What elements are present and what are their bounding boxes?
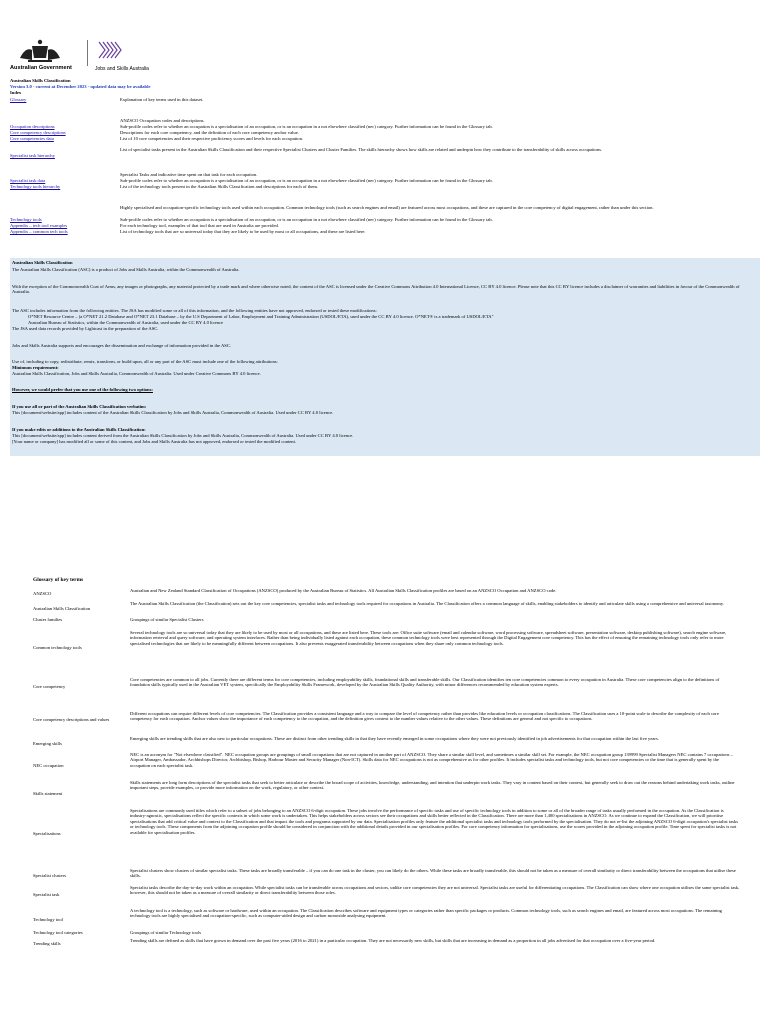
index-link-technology-tools-hierarchy[interactable]: Technology tools hierarchy [10,184,61,189]
glossary-term: Trending skills [33,941,61,946]
logo-divider [87,40,88,66]
glossary-def: Core competencies are common to all jobs. Currently there are different terms for core competencies, including employability skills, foundational skills and transferable skills. Our Classification identifies ten core competencies common to every occupation in Australia. These core competencies align to the definitions of foundation skills typically used in the Australian VET system, specifically the Employability Skills Framework, developed by the Australian Skills Quality Authority, with minor differences recommended by education system experts. [130,677,720,688]
index-desc: List of 10 core competencies and their respective proficiency scores and levels for each occupation. [120,136,304,141]
asc-p3b: Australian Bureau of Statistics, within the Commonwealth of Australia, used under the CC BY 4.0 licence [28,320,224,325]
glossary-term: Emerging skills [33,741,62,746]
glossary-def: Groupings of similar Technology tools [130,930,202,935]
glossary-term: Technology tool categories [33,930,83,935]
glossary-def: The Australian Skills Classification (the Classification) sets out the key core competencies, specialist tasks and technology tools required for occupations in Australia. The Classification offers a common language of skills, enabling stakeholders to identify and articulate skills using a comprehensive and universal taxonomy. [130,601,725,606]
index-desc: Highly specialised and occupation-specific technology tools used within each occupation. Common technology tools (such as search engines and email) are featured across most occupations, and these are captured in the core competency of digital engagement, rather than under this section. [120,205,654,210]
asc-opt2-title: If you make edits or additions to the Australian Skills Classification: [12,427,146,432]
coat-of-arms-icon [10,38,70,66]
glossary-term: Specialist clusters [33,873,67,878]
glossary-term: Skills statement [33,791,63,796]
index-desc: Sub-profile codes refer to whether an occupation is a specialisation of an occupation, or is an occupation in a not elsewhere classified (nec) category. Further information can be found in the Glossary tab. [120,178,493,183]
glossary-term: NEC occupation [33,763,64,768]
index-link-specialist-task-hierarchy[interactable]: Specialist task hierarchy [10,153,55,158]
index-link-specialist-task-data[interactable]: Specialist task data [10,178,46,183]
asc-p3: The ASC includes information from the following entities. The JSA has modified some or all of this information, and the following entities have not approved, endorsed or tested these modifications: [12,308,377,313]
index-link-appendix-tech-tool-examples[interactable]: Appendix – tech tool examples [10,223,68,228]
glossary-def: Several technology tools are so universal today that they are likely to be used by most or all occupations, and these are listed here. These tools are: Office suite software (email and calendar software, word processing software, spreadsheet software, presentation software, desktop publishing software), search engine software, information retrieval and query software, and operating system interfaces. Rather than being individually listed against each occupation, these common technology tools were best represented through the Digital Engagement core competency. This has the effect of ensuring the remaining technology tools only refer to more specialised technologies that are likely to be meaningfully different between occupations. It also prevents exaggerated transferability between occupations when they share only common technology tools. [130,630,727,646]
asc-p4: Jobs and Skills Australia supports and encourages the dissemination and exchange of information provided in the ASC. [12,343,232,348]
index-link-technology-tools[interactable]: Technology tools [10,217,42,222]
jsa-name: Jobs and Skills Australia [95,66,149,72]
asc-min-req: Minimum requirement: [12,365,59,370]
glossary-term: Specialisations [33,831,61,836]
index-desc: Sub-profile codes refer to whether an occupation is a specialisation of an occupation, or is an occupation in a not elsewhere classified (nec) category. Further information can be found in the Glossary tab. [120,124,493,129]
glossary-def: Specialisations are commonly used titles which refer to a subset of jobs belonging to an ANZSCO 6-digit occupation. These jobs involve the performance of specific tasks and use of specific technology tools in addition to some or all of the broader range of tasks usually performed in the occupation. As the Classification is industry-agnostic, specialisations reflect the specific contexts in which some work is undertaken. This helps stakeholders across sectors see their occupations and skills better reflected in the Classification. There are more than 1,400 specialisations in ANZSCO. As we continue to expand the Classification, we will prioritise specialisations that add critical value and context to the Classification and that impact the tools and programs supported by our data. Specialisation profiles only feature the additional specialist tasks and technology tools performed by the specialisation. They do not re-list the adjoining ANZSCO 6-digit occupation's specialist tasks or technology tools. These components from the adjoining occupation profile should be considered in conjunction with the additional details provided in our specialisation profiles. For core competency information for specialisations, use the scores provided in the adjoining occupation profile. Time spent for specialist tasks is not available for specialisation profiles. [130,808,738,835]
glossary-def: Different occupations can require different levels of core competencies. The Classification provides a consistent language and a way to compare the level of competency rather than provides like education levels or occupation classifications. The Classification uses a 10-point scale to describe the complexity of each core competency for each occupation. Anchor values show the importance of each competency to the occupation, and the definition gives context to the number values relative to the other values. These definitions are general and not specific to occupations. [130,711,719,722]
index-desc: For each technology tool, examples of that tool that are used in Australia are provided. [120,223,279,228]
glossary-term: Australian Skills Classification [33,606,91,611]
page-title: Australian Skills Classification [10,78,71,83]
asc-p2: With the exception of the Commonwealth Coat of Arms, any images or photographs, any material protected by a trade mark and where otherwise noted, the content of the ASC is licensed under the Creative Commons Attribution 4.0 International Licence, CC BY 4.0 licence. Please note that this CC BY licence includes a disclaimer of warranties and liabilities in favour of the Commonwealth of Australia. [12,284,740,295]
glossary-def: Australian and New Zealand Standard Classification of Occupations (ANZSCO) produced by the Australian Bureau of Statistics. All Australian Skills Classification profiles are based on an ANZSCO Occupation and ANZSCO code. [130,588,557,593]
gov-name: Australian Government [10,65,72,71]
index-label: Index [10,90,22,95]
index-desc: List of technology tools that are so universal today that they are likely to be used by most or all occupations, and these are listed here. [120,229,366,234]
asc-p5: Use of, including to copy, redistribute, remix, transform, or build upon, all or any part of the ASC must include one of the following attributions: [12,359,278,364]
glossary-def: Groupings of similar Specialist Clusters [130,617,204,622]
asc-licence-panel [10,258,760,456]
asc-opt2a: This [document/website/app] includes content derived from the Australian Skills Classification by Jobs and Skills Australia, Commonwealth of Australia. Used under CC BY 4.0 licence. [12,433,354,438]
jsa-chevrons-icon [95,38,125,62]
asc-p3a: O*NET Resource Centre – (a O*NET 21.2 Database and O*NET 23.1 Database – by the U.S Department of Labor, Employment and Training Administration (USDOL/ETA), used under the CC BY 4.0 licence. O*NET® is a trademark of USDOL/ETA" [28,314,494,319]
glossary-def: Skills statements are long form descriptions of the specialist tasks that seek to better articulate or describe the broad scope of activities, knowledge, understanding, and intention that underpin work tasks. They vary in content based on their context, but generally seek to draw out the reasons behind undertaking work tasks, outline important steps, provide examples, or provide more information on the work, regulatory, or other context. [130,780,735,791]
glossary-term: Technology tool [33,917,63,922]
index-desc: List of specialist tasks present in the Australian Skills Classification and their respective Specialist Clusters and Cluster Families. The skills hierarchy shows how skills are related and underpin how they contribute to the transferability of skills across occupations. [120,147,603,152]
index-desc: Sub-profile codes refer to whether an occupation is a specialisation of an occupation, or is an occupation in a not elsewhere classified (nec) category. Further information can be found in the Glossary tab. [120,217,493,222]
asc-prefer: However, we would prefer that you use one of the following two options: [12,387,153,392]
glossary-term: Specialist task [33,892,60,897]
glossary-term: ANZSCO [33,591,52,596]
glossary-def: NEC is an acronym for "Not elsewhere classified". NEC occupation groups are groupings of small occupations that are not captured in another part of ANZSCO. They share a similar skill level, and sometimes a similar skill set. For example, the NEC occupation group 139999 Specialist Managers NEC contains 7 occupations – Airport Manager, Ambassador, Archbishops Director, Archbishop, Bishop, Harbour Master and Security Manager (Non-ICT). Skills data for NEC occupations is not as comprehensive as for other profiles. It includes specialist tasks and technology tools, but not core competencies or the time that is generally spent by the occupation on each specialist task. [130,752,733,768]
glossary-def: Trending skills are defined as skills that have grown in demand over the past five years (2016 to 2021) in a particular occupation. They are not necessarily new skills, but skills that are increasing in demand as a proportion in all jobs advertised for that occupation over a five-year period. [130,938,656,943]
index-desc: Specialist Tasks and indicative time spent on that task for each occupation. [120,172,258,177]
asc-opt1: This [document/website/app] includes content of the Australian Skills Classification by Jobs and Skills Australia, Commonwealth of Australia. Used under CC BY 4.0 licence. [12,410,334,415]
index-desc: ANZSCO Occupation codes and descriptions. [120,118,205,123]
australian-government-logo [10,38,92,72]
glossary-term: Cluster families [33,617,63,622]
glossary-def: Emerging skills are trending skills that are also new to particular occupations. These are distinct from other trending skills in that they have recently emerged in some occupations where they were not previously identified in job advertisements for that occupation within the last five years. [130,736,659,741]
jsa-logo [95,38,155,72]
index-desc: List of the technology tools present in the Australian Skills Classification and descriptions for each of them. [120,184,319,189]
asc-p3c: The JSA used data records provided by Lightcast in the preparation of the ASC. [12,326,159,331]
index-link-glossary[interactable]: Glossary [10,97,27,102]
index-desc: Descriptions for each core competency, and the definition of each core competency anchor value. [120,130,299,135]
asc-opt1-title: If you use all or part of the Australian Skills Classification verbatim: [12,404,147,409]
asc-heading: Australian Skills Classification [12,260,73,265]
index-link-core-competencies-data[interactable]: Core competencies data [10,136,54,141]
glossary-def: A technology tool is a technology, such as software or hardware, used within an occupation. The Classification describes software and equipment types or categories rather than specific packages or products. Common technology tools, such as search engines and email, are featured across most occupations. The remaining technology tools are highly specialised and occupation-specific, such as computer-aided design and carbon monoxide analysing equipment. [130,908,722,919]
glossary-title: Glossary of key terms [33,577,84,583]
glossary-def: Specialist tasks describe the day-to-day work within an occupation. While specialist tasks can be transferable across occupations and sectors, unlike core competencies they are not universal. Specialist tasks are useful for differentiating occupations. The Classification can show where one occupation utilises the same specialist task, however, this should not be taken as a measure of overall similarity or direct transferability between those roles. [130,885,740,896]
version-text: Version 3.0 - current at December 2023 - updated data may be available [10,84,151,89]
index-desc: Explanation of key terms used in this dataset. [120,97,204,102]
asc-p6: Australian Skills Classification, Jobs and Skills Australia, Commonwealth of Australia. Used under Creative Commons BY 4.0 licence. [12,371,261,376]
asc-opt2b: [Your name or company] has modified all or some of this content, and Jobs and Skills Australia has not approved, endorsed or tested the modified content. [12,439,297,444]
glossary-term: Core competency descriptions and values [33,717,110,722]
index-link-appendix-common-tech-tools[interactable]: Appendix – common tech tools [10,229,68,234]
glossary-term: Common technology tools [33,645,82,650]
index-link-core-competency-descriptions[interactable]: Core competency descriptions [10,130,66,135]
glossary-term: Core competency [33,684,66,689]
asc-p1: The Australian Skills Classification (ASC) is a product of Jobs and Skills Australia, within the Commonwealth of Australia. [12,267,240,272]
glossary-def: Specialist clusters show clusters of similar specialist tasks. These tasks are broadly transferable – if you can do one task in the cluster, you can likely do the others. While these tasks are broadly transferable, this should not be taken as a measure of overall similarity or direct transferability between the occupations that utilise these skills. [130,868,736,879]
index-link-occupation-descriptions[interactable]: Occupation descriptions [10,124,55,129]
